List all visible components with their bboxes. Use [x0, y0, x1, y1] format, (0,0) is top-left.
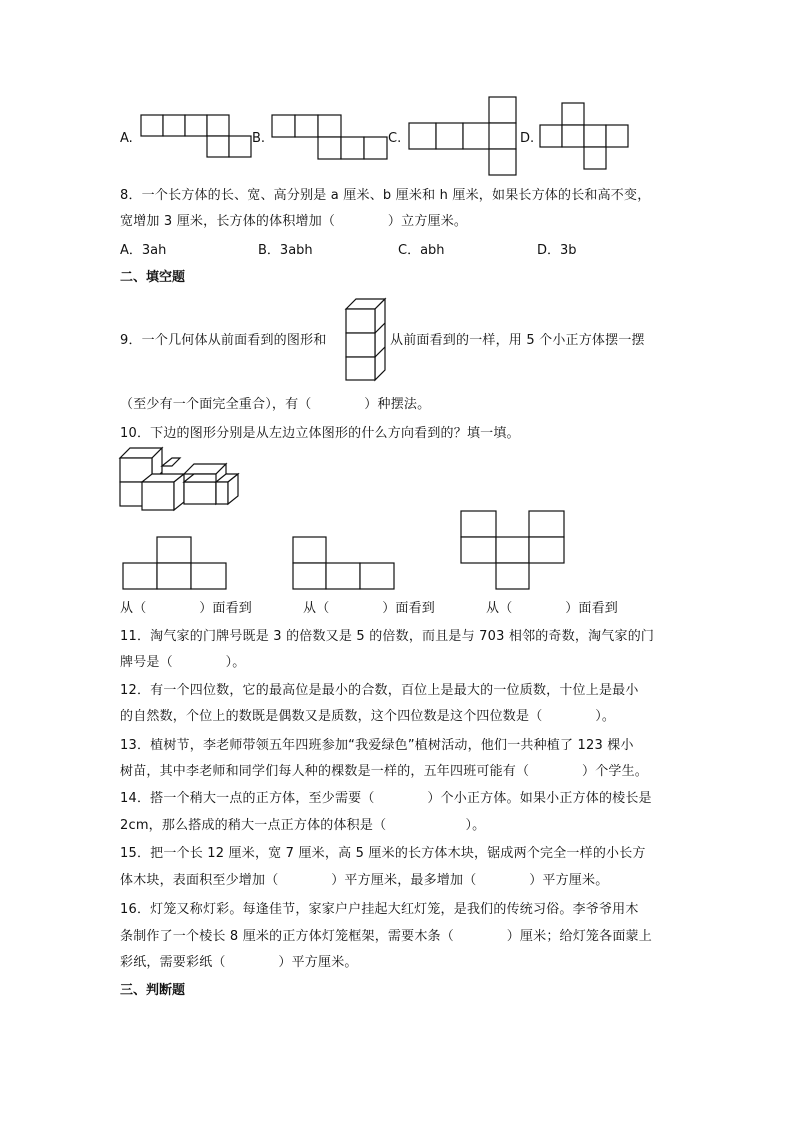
q8-option-a: A．3ah [120, 243, 167, 258]
q12-line2: 的自然数，个位上的数既是偶数又是质数，这个四位数是这个四位数是（ ）。 [120, 709, 616, 724]
q11-line1: 11．淘气家的门牌号既是 3 的倍数又是 5 的倍数，而且是与 703 相邻的奇数，淘气家的门 [120, 629, 655, 644]
q11-line2: 牌号是（ ）。 [120, 655, 246, 670]
q9-line2: （至少有一个面完全重合），有（ ）种摆法。 [120, 397, 431, 412]
q7-net-c [408, 96, 518, 176]
q13-line2: 树苗，其中李老师和同学们每人种的棵数是一样的，五年四班可能有（ ）个学生。 [120, 764, 649, 779]
q7-option-d-label: D. [520, 131, 535, 146]
q13-line1: 13．植树节，李老师带领五年四班参加“我爱绿色”植树活动，他们一共种植了 123 棵小 [120, 738, 634, 753]
q15-line1: 15．把一个长 12 厘米，宽 7 厘米，高 5 厘米的长方体木块，锯成两个完全一样的小长方 [120, 846, 646, 861]
q8-line1: 8．一个长方体的长、宽、高分别是 a 厘米、b 厘米和 h 厘米，如果长方体的长和高不变， [120, 188, 651, 203]
q14-line2: 2cm，那么搭成的稍大一点正方体的体积是（ ）。 [120, 818, 486, 833]
section3-title: 三、判断题 [120, 983, 186, 998]
q7-net-b [271, 114, 387, 160]
section2-title: 二、填空题 [120, 270, 186, 285]
q14-line1: 14．搭一个稍大一点的正方体，至少需要（ ）个小正方体。如果小正方体的棱长是 [120, 791, 652, 806]
q16-line2: 条制作了一个棱长 8 厘米的正方体灯笼框架，需要木条（ ）厘米；给灯笼各面蒙上 [120, 929, 652, 944]
q9-line1-a: 9．一个几何体从前面看到的图形和 [120, 333, 327, 348]
q10-solid-figure [120, 448, 240, 512]
q9-stacked-cubes-figure [346, 298, 386, 382]
q16-line3: 彩纸，需要彩纸（ ）平方厘米。 [120, 955, 358, 970]
q7-option-a-label: A. [120, 131, 133, 146]
q16-line1: 16．灯笼又称灯彩。每逢佳节，家家户户挂起大红灯笼，是我们的传统习俗。李爷爷用木 [120, 902, 639, 917]
q7-option-c-label: C. [388, 131, 402, 146]
q10-answer-1: 从（ ）面看到 [120, 601, 253, 616]
q7-net-d [539, 102, 629, 168]
q8-line2: 宽增加 3 厘米，长方体的体积增加（ ）立方厘米。 [120, 214, 468, 229]
q10-answer-3: 从（ ）面看到 [486, 601, 619, 616]
q9-line1-b: 从前面看到的一样，用 5 个小正方体摆一摆 [390, 333, 645, 348]
q8-option-b: B．3abh [258, 243, 313, 258]
q10-line1: 10．下边的图形分别是从左边立体图形的什么方向看到的？填一填。 [120, 426, 520, 441]
q8-option-c: C．abh [398, 243, 445, 258]
q10-view-3 [460, 510, 566, 590]
q15-line2: 体木块，表面积至少增加（ ）平方厘米，最多增加（ ）平方厘米。 [120, 873, 609, 888]
q12-line1: 12．有一个四位数，它的最高位是最小的合数，百位上是最大的一位质数，十位上是最小 [120, 683, 639, 698]
q10-view-2 [292, 536, 396, 590]
q8-option-d: D．3b [537, 243, 577, 258]
q7-net-a [140, 114, 252, 158]
q10-answer-2: 从（ ）面看到 [303, 601, 436, 616]
q10-view-1 [122, 536, 228, 590]
q7-option-b-label: B. [252, 131, 266, 146]
